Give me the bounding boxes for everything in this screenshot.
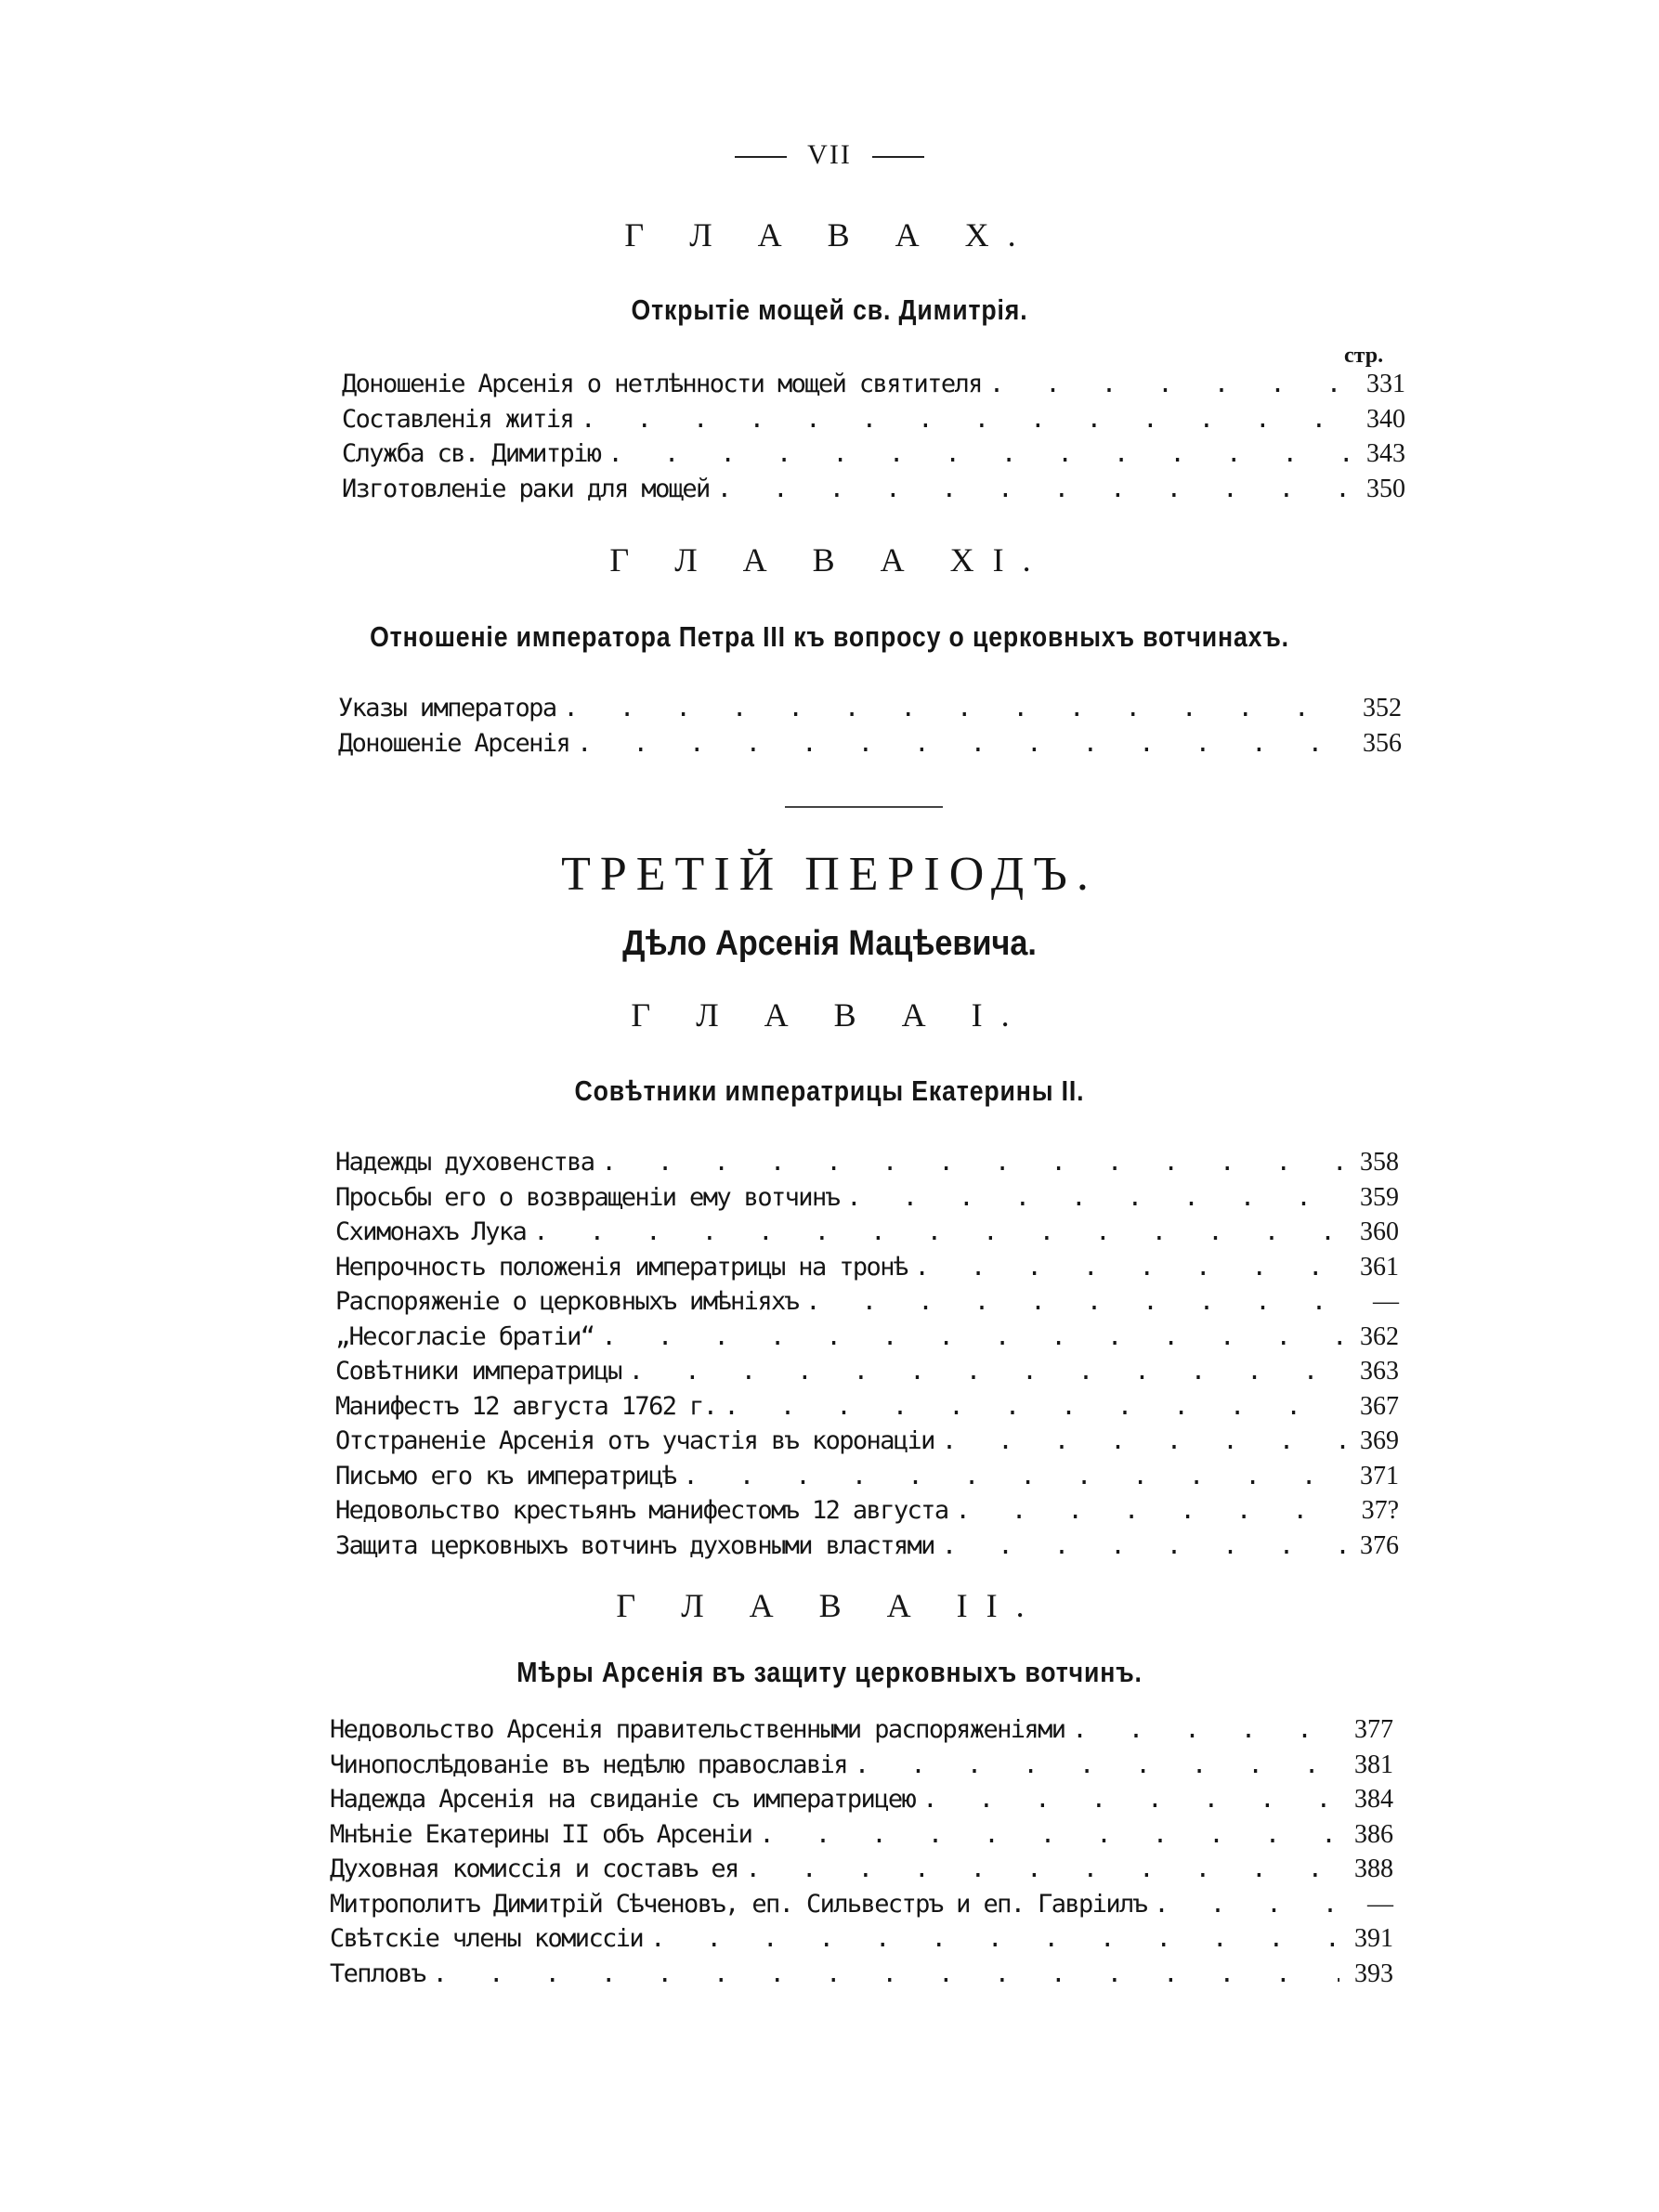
chapter-heading-i: Г Л А В А I. [631, 996, 1028, 1034]
toc-entry: „Несогласіе братіи“ . . . 362 [335, 1322, 1399, 1358]
toc-list-ii [330, 1715, 1393, 1994]
chapter-title-xi: Отношеніе императора Петра III къ вопросу о церковныхъ вотчинахъ. [370, 620, 1289, 653]
toc-entry: Указы императора . . . 352 [338, 694, 1402, 729]
toc-entry: Изготовленіе раки для мощей . . . 350 [342, 475, 1405, 510]
toc-entry: Митрополитъ Димитрій Сѣченовъ, еп. Сильвестръ и еп. Гавріилъ . . . — [330, 1890, 1393, 1925]
toc-entry: Духовная комиссія и составъ ея . . . 388 [330, 1854, 1393, 1890]
toc-entry: Надежды духовенства . . . 358 [335, 1148, 1399, 1183]
toc-entry: Тепловъ . . . 393 [330, 1959, 1393, 1995]
chapter-title-ii: Мѣры Арсенія въ защиту церковныхъ вотчинъ. [516, 1656, 1143, 1688]
period-subtitle: Дѣло Арсенія Мацѣевича. [622, 924, 1037, 963]
toc-entry: Отстраненіе Арсенія отъ участія въ коронаціи . . . 369 [335, 1426, 1399, 1462]
toc-entry: Совѣтники императрицы . . . 363 [335, 1357, 1399, 1392]
toc-entry: Манифестъ 12 августа 1762 г. . . . 367 [335, 1392, 1399, 1427]
toc-entry: Защита церковныхъ вотчинъ духовными властями . . . 376 [335, 1531, 1399, 1567]
section-separator [785, 806, 943, 808]
chapter-heading-xi: Г Л А В А XI. [609, 541, 1050, 579]
toc-entry: Недовольство Арсенія правительственными распоряженіями . . . 377 [330, 1715, 1393, 1750]
toc-entry: Свѣтскіе члены комиссіи . . . 391 [330, 1924, 1393, 1959]
chapter-title-i: Совѣтники императрицы Екатерины II. [574, 1074, 1085, 1107]
toc-entry: Непрочность положенія императрицы на тронѣ . . . 361 [335, 1253, 1399, 1288]
toc-entry: Служба св. Димитрію . . . 343 [342, 439, 1405, 475]
toc-entry: Мнѣніе Екатерины II объ Арсеніи . . . 386 [330, 1820, 1393, 1855]
toc-entry: Недовольство крестьянъ манифестомъ 12 августа . . . 37? [335, 1496, 1399, 1531]
period-heading: ТРЕТІЙ ПЕРІОДЪ. [561, 848, 1098, 901]
toc-entry: Просьбы его о возвращеніи ему вотчинъ . . . 359 [335, 1183, 1399, 1218]
toc-entry: Распоряженіе о церковныхъ имѣніяхъ . . . — [335, 1287, 1399, 1322]
toc-entry: Схимонахъ Лука . . . 360 [335, 1217, 1399, 1253]
page-column-label: стр. [1344, 344, 1384, 368]
toc-list-x [342, 370, 1405, 509]
toc-entry: Письмо его къ императрицѣ . . . 371 [335, 1462, 1399, 1497]
toc-entry: Надежда Арсенія на свиданіе съ императрицею . . . 384 [330, 1785, 1393, 1820]
page-number: VII [807, 139, 852, 170]
chapter-heading-ii: Г Л А В А II. [616, 1587, 1043, 1624]
toc-list-xi [338, 694, 1402, 763]
toc-entry: Доношеніе Арсенія . . . 356 [338, 729, 1402, 764]
toc-list-i [335, 1148, 1399, 1566]
chapter-heading-x: Г Л А В А X. [624, 216, 1035, 254]
left-dash [735, 156, 787, 158]
toc-entry: Доношеніе Арсенія о нетлѣнности мощей святителя . . . 331 [342, 370, 1405, 405]
toc-entry: Чинопослѣдованіе въ недѣлю православія . . . 381 [330, 1750, 1393, 1786]
toc-entry: Составленія житія . . . 340 [342, 405, 1405, 440]
right-dash [872, 156, 924, 158]
chapter-title-x: Открытіе мощей св. Димитрія. [631, 293, 1028, 326]
page-number-header [0, 139, 1659, 171]
